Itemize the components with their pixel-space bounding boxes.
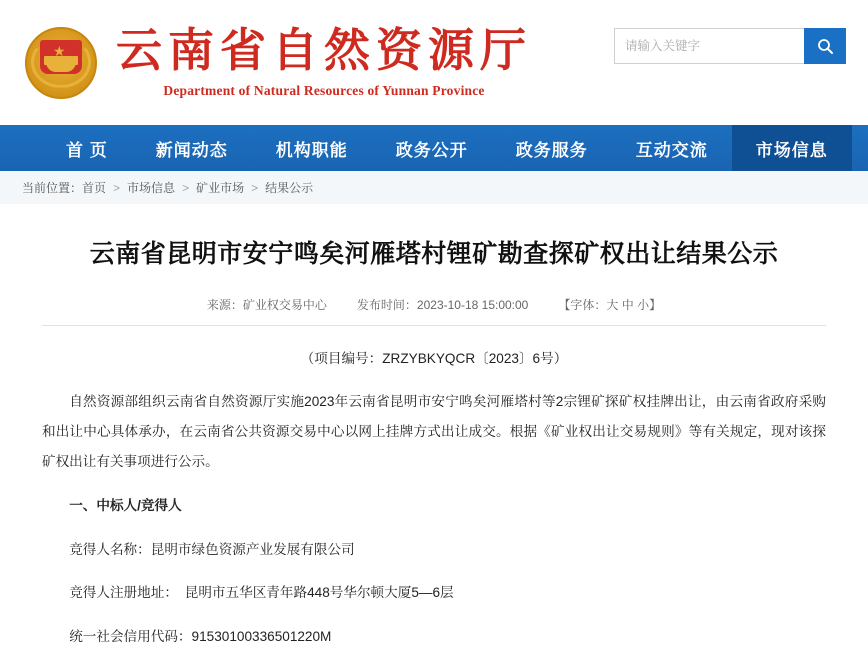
- search-button[interactable]: [804, 28, 846, 64]
- paragraph-section-heading: 一、中标人/竞得人: [69, 497, 182, 513]
- breadcrumb-separator: >: [113, 180, 121, 195]
- article-body: [42, 344, 826, 652]
- article-meta: [42, 296, 826, 313]
- nav-item-market-info[interactable]: 市场信息: [732, 125, 852, 171]
- nav-item-organization[interactable]: 机构职能: [275, 140, 348, 160]
- article-date-value: 2023-10-18 15:00:00: [416, 297, 529, 312]
- breadcrumb-prefix: 当前位置：: [22, 181, 83, 195]
- site-subtitle: Department of Natural Resources of Yunnan Province: [163, 83, 485, 99]
- search-icon: [817, 38, 834, 55]
- nav-item-affairs-service[interactable]: 政务服务: [515, 140, 588, 160]
- site-header: [0, 0, 868, 125]
- page-title: 云南省昆明市安宁鸣矣河雁塔村锂矿勘查探矿权出让结果公示: [89, 240, 779, 268]
- font-size-small[interactable]: 小: [637, 297, 650, 312]
- article-date-label: 发布时间：: [356, 297, 417, 312]
- font-size-close: 】: [649, 297, 662, 312]
- article-date: [357, 296, 528, 313]
- site-title-block: [116, 22, 532, 99]
- search-box: [614, 28, 846, 64]
- nav-item-affairs-open[interactable]: 政务公开: [395, 140, 468, 160]
- paragraph-project-number: （项目编号：ZRZYBKYQCR〔2023〕6号）: [300, 350, 568, 366]
- nav-item-news[interactable]: 新闻动态: [155, 140, 228, 160]
- breadcrumb-item-home[interactable]: 首页: [82, 181, 107, 195]
- article-source-label: 来源：: [206, 297, 243, 312]
- font-size-control: [558, 296, 661, 313]
- breadcrumb-separator: >: [182, 180, 190, 195]
- national-emblem-icon: ★: [22, 24, 100, 102]
- article-source: [207, 296, 327, 313]
- breadcrumb-separator: >: [251, 180, 259, 195]
- nav-item-interaction[interactable]: 互动交流: [635, 140, 708, 160]
- paragraph-winner-address: 竞得人注册地址： 昆明市五华区青年路448号华尔顿大厦5—6层: [69, 585, 454, 601]
- article: [0, 204, 868, 652]
- paragraph-winner-name: 竞得人名称：昆明市绿色资源产业发展有限公司: [69, 541, 355, 557]
- article-source-value: 矿业权交易中心: [242, 297, 327, 312]
- breadcrumb: [0, 171, 868, 204]
- font-size-medium[interactable]: 中: [621, 297, 634, 312]
- main-nav: [0, 125, 868, 171]
- breadcrumb-item-mining-market[interactable]: 矿业市场: [196, 181, 245, 195]
- breadcrumb-item-market-info[interactable]: 市场信息: [127, 181, 176, 195]
- font-size-label: 【字体：: [558, 297, 607, 312]
- divider: [42, 325, 826, 326]
- search-input[interactable]: [614, 28, 804, 64]
- breadcrumb-item-result-notice[interactable]: 结果公示: [265, 181, 314, 195]
- font-size-large[interactable]: 大: [606, 297, 619, 312]
- paragraph-intro: 自然资源部组织云南省自然资源厅实施2023年云南省昆明市安宁鸣矣河雁塔村等2宗锂矿探矿权挂牌出让，由云南省政府采购和出让中心具体承办，在云南省公共资源交易中心以网上挂牌方式出让成交。根据《矿业权出让交易规则》等有关规定，现对该探矿权出让有关事项进行公示。: [42, 394, 826, 470]
- site-title: 云南省自然资源厅: [116, 22, 532, 77]
- paragraph-credit-code: 统一社会信用代码：91530100336501220M: [69, 628, 332, 644]
- nav-item-home[interactable]: 首 页: [66, 140, 108, 160]
